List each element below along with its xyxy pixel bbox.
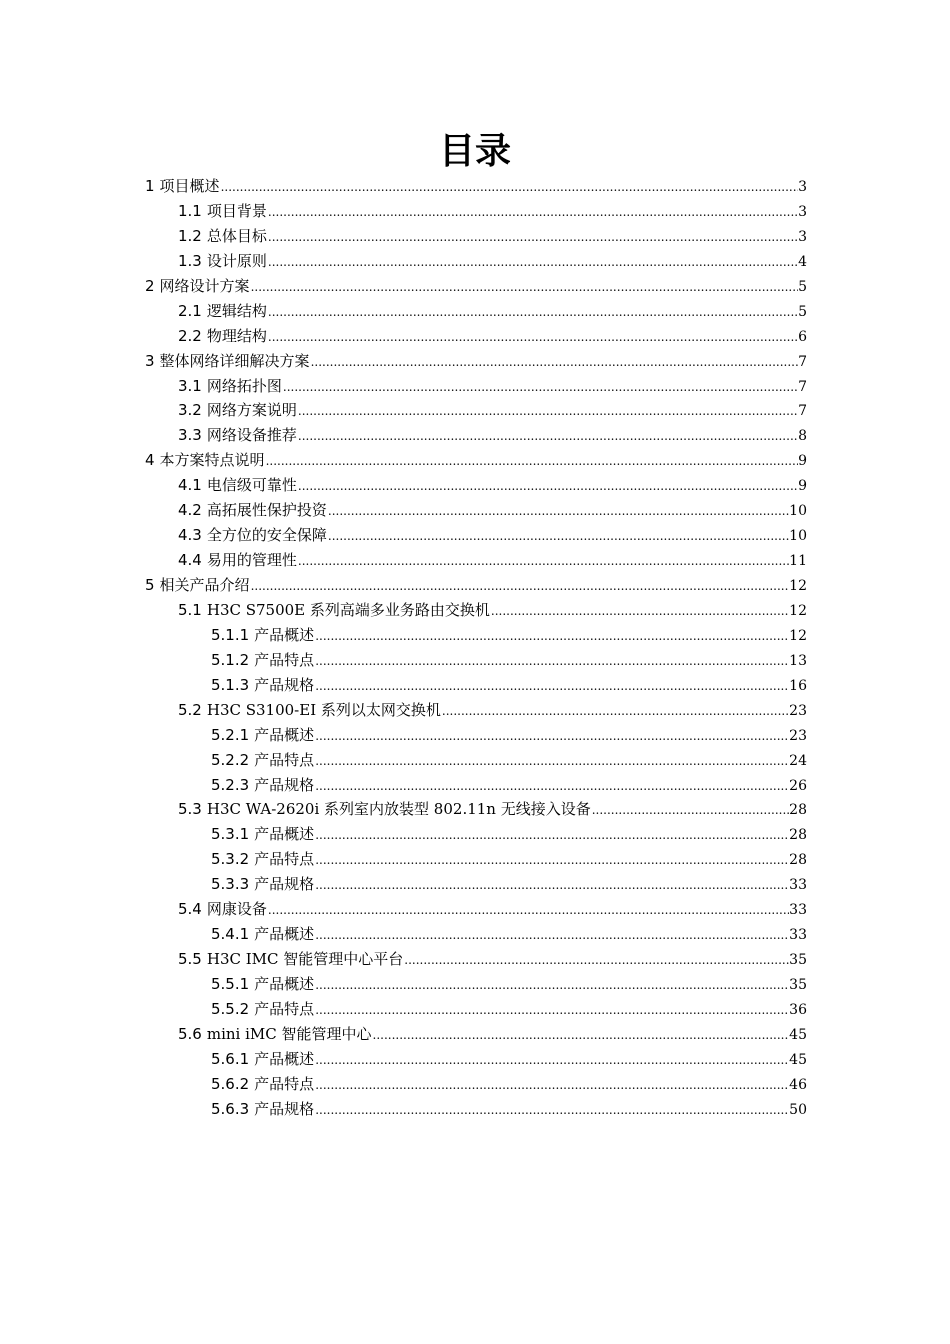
toc-leader-dots xyxy=(403,948,789,973)
toc-entry-page: 10 xyxy=(789,528,807,545)
toc-entry-page: 33 xyxy=(789,877,807,894)
toc-entry-page: 12 xyxy=(789,627,807,644)
toc-entry-text: 产品特点 xyxy=(254,999,315,1018)
toc-entry-number: 4 xyxy=(145,451,155,470)
toc-entry[interactable] xyxy=(145,947,807,972)
toc-entry-number: 5.4 xyxy=(178,900,202,919)
toc-entry-text: mini iMC 智能管理中心 xyxy=(206,1024,372,1043)
toc-entry-page: 35 xyxy=(789,977,807,993)
toc-leader-dots xyxy=(267,225,798,250)
toc-entry-text: 产品特点 xyxy=(254,850,315,869)
toc-entry-page: 3 xyxy=(798,179,807,195)
toc-entry-number: 2.1 xyxy=(178,301,202,320)
toc-leader-dots xyxy=(250,574,790,599)
toc-entry-text: H3C S7500E 系列高端多业务路由交换机 xyxy=(206,600,490,619)
toc-leader-dots xyxy=(441,699,789,724)
toc-entry-number: 5.5 xyxy=(178,950,202,969)
toc-entry-page: 45 xyxy=(789,1051,807,1068)
toc-entry-number: 4.4 xyxy=(178,551,202,570)
toc-entry-text: 产品概述 xyxy=(254,925,315,944)
toc-entry[interactable] xyxy=(145,922,807,947)
toc-entry-text: 电信级可靠性 xyxy=(206,476,297,495)
toc-entry[interactable] xyxy=(145,423,807,448)
toc-entry-page: 35 xyxy=(789,952,807,969)
toc-entry-number: 3 xyxy=(145,351,155,370)
toc-entry-number: 5.6.1 xyxy=(211,1049,250,1068)
toc-leader-dots xyxy=(267,200,798,225)
toc-entry-number: 5.3 xyxy=(178,800,202,819)
toc-entry-text: 产品特点 xyxy=(254,750,315,769)
toc-entry-text: 产品概述 xyxy=(254,625,315,644)
toc-entry-number: 5.3.2 xyxy=(211,850,250,869)
toc-leader-dots xyxy=(314,873,789,898)
toc-entry[interactable] xyxy=(145,349,807,374)
toc-entry-text: 整体网络详细解决方案 xyxy=(159,351,310,370)
toc-entry[interactable] xyxy=(145,448,807,473)
toc-entry-page: 28 xyxy=(789,827,807,844)
toc-entry-text: 产品概述 xyxy=(254,825,315,844)
toc-entry-number: 2 xyxy=(145,276,155,295)
toc-entry-number: 5.2.1 xyxy=(211,725,250,744)
toc-leader-dots xyxy=(314,624,789,649)
toc-entry-text: 相关产品介绍 xyxy=(159,576,250,594)
toc-leader-dots xyxy=(220,175,799,200)
toc-entry[interactable] xyxy=(145,548,807,573)
toc-entry-page: 7 xyxy=(798,353,807,370)
toc-entry-number: 4.3 xyxy=(178,526,202,545)
toc-leader-dots xyxy=(297,549,789,574)
toc-entry-page: 10 xyxy=(789,503,807,520)
toc-entry-number: 4.2 xyxy=(178,501,202,520)
toc-entry-number: 5.1.2 xyxy=(211,650,250,669)
toc-entry-text: 全方位的安全保障 xyxy=(206,526,327,545)
toc-entry-number: 5.1 xyxy=(178,600,202,619)
toc-entry-text: 网络方案说明 xyxy=(206,401,297,420)
toc-entry-page: 28 xyxy=(789,852,807,869)
toc-entry-text: 网络拓扑图 xyxy=(206,376,282,395)
toc-entry-number: 5.3.3 xyxy=(211,875,250,894)
toc-entry[interactable] xyxy=(145,623,807,648)
toc-leader-dots xyxy=(490,599,789,624)
toc-entry-text: 逻辑结构 xyxy=(206,301,267,320)
toc-entry-number: 2.2 xyxy=(178,326,202,345)
toc-entry-text: 产品特点 xyxy=(254,1074,315,1093)
toc-entry-page: 50 xyxy=(789,1101,807,1118)
toc-entry-text: H3C IMC 智能管理中心平台 xyxy=(206,950,404,969)
toc-entry-number: 5.4.1 xyxy=(211,925,250,944)
toc-entry[interactable] xyxy=(145,1097,807,1122)
toc-entry[interactable] xyxy=(145,797,807,822)
toc-entry-text: 产品规格 xyxy=(254,1099,315,1118)
toc-entry-number: 5.2.2 xyxy=(211,750,250,769)
toc-entry[interactable] xyxy=(145,473,807,498)
toc-entry-page: 33 xyxy=(789,927,807,944)
toc-entry-number: 5.6.2 xyxy=(211,1074,250,1093)
toc-entry-page: 5 xyxy=(798,278,807,295)
toc-entry[interactable] xyxy=(145,822,807,847)
toc-entry[interactable] xyxy=(145,997,807,1022)
toc-entry-text: 网络设备推荐 xyxy=(206,426,297,445)
toc-entry[interactable] xyxy=(145,324,807,349)
toc-entry[interactable] xyxy=(145,249,807,274)
toc-entry[interactable] xyxy=(145,224,807,249)
toc-entry-text: 产品规格 xyxy=(254,675,315,694)
toc-entry[interactable] xyxy=(145,174,807,199)
toc-entry[interactable] xyxy=(145,199,807,224)
toc-leader-dots xyxy=(297,474,798,499)
toc-entry-page: 45 xyxy=(789,1026,807,1043)
toc-entry-number: 5.6 xyxy=(178,1024,202,1043)
toc-entry-page: 7 xyxy=(798,378,807,395)
toc-entry-number: 5 xyxy=(145,576,155,594)
toc-entry-number: 5.1.1 xyxy=(211,625,250,644)
toc-leader-dots xyxy=(265,449,799,474)
toc-entry-page: 36 xyxy=(789,1001,807,1018)
toc-entry[interactable] xyxy=(145,972,807,997)
toc-entry-page: 16 xyxy=(789,677,807,694)
toc-entry-number: 1.3 xyxy=(178,251,202,270)
toc-entry[interactable] xyxy=(145,398,807,423)
toc-entry-text: 设计原则 xyxy=(206,251,267,270)
toc-leader-dots xyxy=(314,1073,789,1098)
toc-entry-page: 9 xyxy=(798,453,807,470)
toc-entry-text: 产品概述 xyxy=(254,975,315,993)
toc-entry[interactable] xyxy=(145,598,807,623)
toc-entry-text: 物理结构 xyxy=(206,326,267,345)
toc-entry-text: 易用的管理性 xyxy=(206,551,297,570)
toc-entry-page: 11 xyxy=(789,553,807,570)
toc-entry-text: 项目背景 xyxy=(206,201,267,220)
toc-leader-dots xyxy=(314,848,789,873)
toc-entry[interactable] xyxy=(145,573,807,598)
toc-entry-page: 6 xyxy=(798,328,807,345)
toc-entry-text: 本方案特点说明 xyxy=(159,451,265,470)
toc-entry-page: 33 xyxy=(789,902,807,919)
toc-entry-page: 3 xyxy=(798,203,807,220)
toc-entry-number: 1.2 xyxy=(178,226,202,245)
toc-entry-number: 5.1.3 xyxy=(211,675,250,694)
toc-entry-page: 7 xyxy=(798,403,807,420)
toc-entry-page: 5 xyxy=(798,303,807,320)
toc-entry-page: 24 xyxy=(789,752,807,769)
toc-entry-number: 5.3.1 xyxy=(211,825,250,844)
toc-entry-page: 46 xyxy=(789,1076,807,1093)
toc-entry-page: 4 xyxy=(798,253,807,270)
toc-entry-page: 13 xyxy=(789,652,807,669)
toc-entry-text: H3C S3100-EI 系列以太网交换机 xyxy=(206,700,441,719)
toc-leader-dots xyxy=(314,973,789,998)
toc-entry[interactable] xyxy=(145,374,807,399)
toc-entry-text: 产品规格 xyxy=(254,775,315,794)
toc-entry[interactable] xyxy=(145,673,807,698)
table-of-contents xyxy=(145,174,807,1122)
toc-entry[interactable] xyxy=(145,723,807,748)
toc-entry[interactable] xyxy=(145,872,807,897)
toc-entry-page: 26 xyxy=(789,777,807,794)
toc-leader-dots xyxy=(314,998,789,1023)
toc-leader-dots xyxy=(314,674,789,699)
toc-entry-text: 产品规格 xyxy=(254,875,315,894)
toc-leader-dots xyxy=(250,275,799,300)
toc-leader-dots xyxy=(327,524,789,549)
toc-entry-number: 5.6.3 xyxy=(211,1099,250,1118)
toc-entry-text: 产品特点 xyxy=(254,650,315,669)
toc-leader-dots xyxy=(314,923,789,948)
toc-entry[interactable] xyxy=(145,773,807,798)
toc-leader-dots xyxy=(267,300,798,325)
toc-leader-dots xyxy=(314,1048,789,1073)
toc-entry-text: H3C WA-2620i 系列室内放装型 802.11n 无线接入设备 xyxy=(206,800,591,819)
toc-entry[interactable] xyxy=(145,897,807,922)
toc-entry[interactable] xyxy=(145,748,807,773)
toc-leader-dots xyxy=(297,424,798,449)
toc-entry-text: 产品概述 xyxy=(254,1049,315,1068)
toc-entry-text: 网康设备 xyxy=(206,900,267,919)
toc-entry[interactable] xyxy=(145,1022,807,1047)
toc-entry-number: 1 xyxy=(145,177,155,195)
toc-entry-text: 高拓展性保护投资 xyxy=(206,501,327,520)
toc-leader-dots xyxy=(314,724,789,749)
toc-leader-dots xyxy=(591,798,789,823)
toc-leader-dots xyxy=(314,774,789,799)
toc-entry[interactable] xyxy=(145,523,807,548)
toc-leader-dots xyxy=(282,375,798,400)
toc-title: 目录 xyxy=(438,131,511,172)
toc-entry-page: 12 xyxy=(789,602,807,619)
toc-entry-text: 产品概述 xyxy=(254,725,315,744)
toc-entry[interactable] xyxy=(145,299,807,324)
toc-entry-text: 总体目标 xyxy=(206,226,267,245)
toc-entry-number: 5.2 xyxy=(178,700,202,719)
toc-entry-page: 9 xyxy=(798,478,807,495)
toc-entry[interactable] xyxy=(145,698,807,723)
toc-entry[interactable] xyxy=(145,274,807,299)
toc-entry-number: 4.1 xyxy=(178,476,202,495)
toc-entry[interactable] xyxy=(145,847,807,872)
toc-leader-dots xyxy=(372,1023,790,1048)
toc-entry-page: 23 xyxy=(789,727,807,744)
toc-entry-number: 3.1 xyxy=(178,376,202,395)
toc-entry-text: 网络设计方案 xyxy=(159,276,250,295)
toc-entry[interactable] xyxy=(145,1072,807,1097)
toc-leader-dots xyxy=(314,749,789,774)
toc-entry-page: 8 xyxy=(798,428,807,445)
toc-entry-text: 项目概述 xyxy=(159,177,220,195)
toc-leader-dots xyxy=(297,399,798,424)
toc-entry-page: 23 xyxy=(789,702,807,719)
toc-entry-page: 3 xyxy=(798,228,807,245)
toc-leader-dots xyxy=(267,898,789,923)
toc-leader-dots xyxy=(314,1098,789,1123)
toc-entry[interactable] xyxy=(145,498,807,523)
toc-entry-number: 5.5.1 xyxy=(211,975,250,993)
toc-leader-dots xyxy=(314,823,789,848)
toc-entry-number: 3.3 xyxy=(178,426,202,445)
toc-leader-dots xyxy=(310,350,799,375)
toc-entry-number: 5.2.3 xyxy=(211,775,250,794)
toc-leader-dots xyxy=(267,250,798,275)
toc-entry[interactable] xyxy=(145,1047,807,1072)
toc-entry-page: 12 xyxy=(789,578,807,594)
toc-entry-page: 28 xyxy=(789,802,807,819)
toc-leader-dots xyxy=(267,325,798,350)
toc-leader-dots xyxy=(327,499,789,524)
toc-entry[interactable] xyxy=(145,648,807,673)
toc-entry-number: 1.1 xyxy=(178,201,202,220)
toc-entry-number: 5.5.2 xyxy=(211,999,250,1018)
toc-leader-dots xyxy=(314,649,789,674)
toc-entry-number: 3.2 xyxy=(178,401,202,420)
